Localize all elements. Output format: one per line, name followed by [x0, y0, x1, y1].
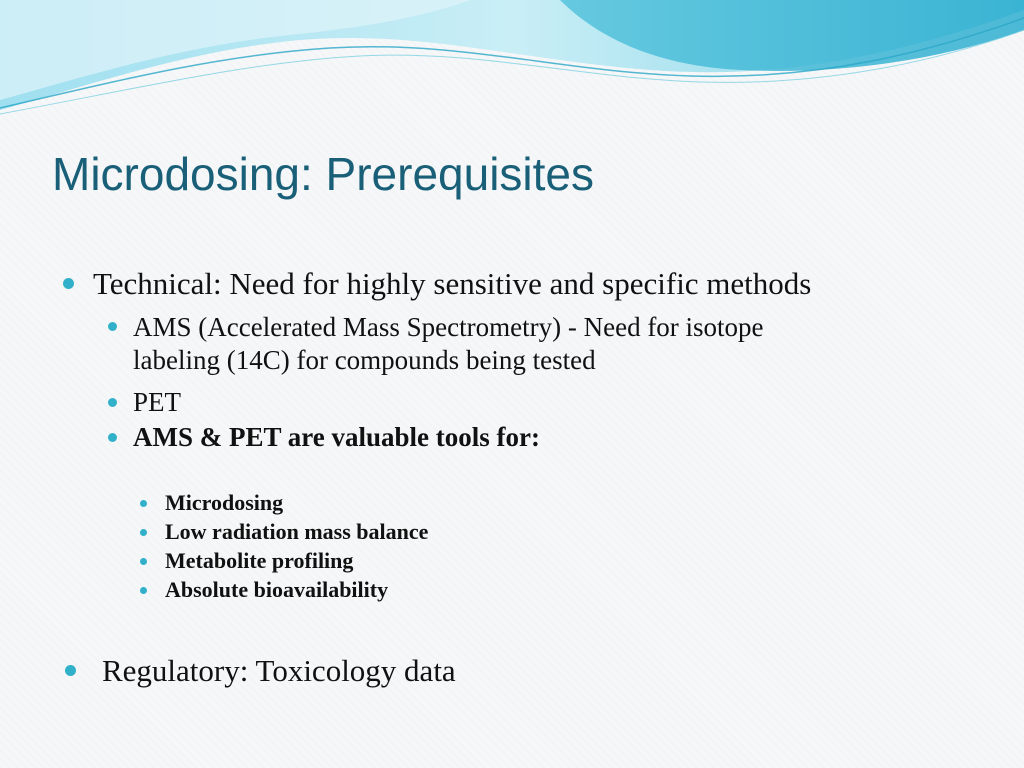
bullet-use-item: Low radiation mass balance	[165, 519, 429, 544]
bullet-use-item: Absolute bioavailability	[165, 577, 389, 602]
bullet-dot	[140, 587, 147, 594]
bullet-dot	[108, 398, 117, 407]
bullet-use-item: Metabolite profiling	[165, 548, 354, 573]
decorative-wave	[0, 0, 1024, 130]
bullet-dot	[140, 500, 147, 507]
bullet-dot	[140, 558, 147, 565]
bullet-ams-line1: AMS (Accelerated Mass Spectrometry) - Need for isotope	[133, 312, 764, 342]
bullet-tools: AMS & PET are valuable tools for:	[133, 422, 540, 452]
bullet-dot	[108, 322, 117, 331]
bullet-dot	[108, 433, 117, 442]
bullet-dot	[140, 529, 147, 536]
bullet-regulatory: Regulatory: Toxicology data	[102, 653, 456, 688]
slide-title: Microdosing: Prerequisites	[52, 148, 595, 200]
bullet-dot	[63, 278, 74, 289]
bullet-ams-line2: labeling (14C) for compounds being tested	[133, 345, 596, 375]
bullet-technical: Technical: Need for highly sensitive and specific methods	[93, 266, 812, 301]
bullet-use-item: Microdosing	[165, 490, 284, 515]
bullet-dot	[65, 665, 76, 676]
bullet-pet: PET	[133, 387, 182, 417]
